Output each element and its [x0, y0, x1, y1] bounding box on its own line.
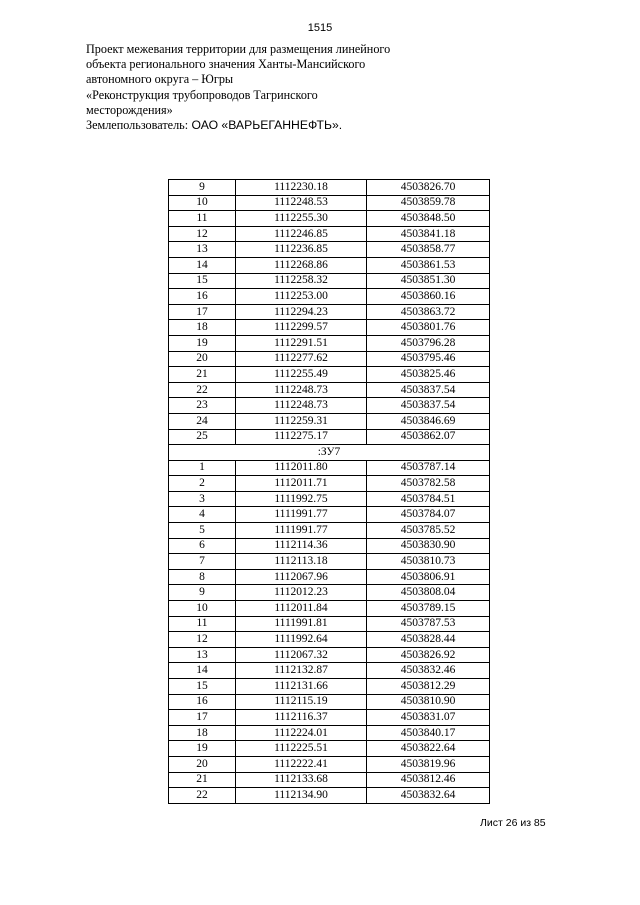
table-row [169, 523, 490, 539]
table-row [169, 273, 490, 289]
x-coordinate-cell: 1112113.18 [236, 554, 367, 570]
x-coordinate-cell: 1112299.57 [236, 320, 367, 336]
point-number-cell: 16 [169, 694, 236, 710]
point-number-cell: 10 [169, 601, 236, 617]
x-coordinate-cell: 1112248.73 [236, 398, 367, 414]
table-row [169, 756, 490, 772]
table-row [169, 257, 490, 273]
point-number-cell: 15 [169, 273, 236, 289]
point-number-cell: 10 [169, 195, 236, 211]
table-row [169, 413, 490, 429]
x-coordinate-cell: 1112067.32 [236, 647, 367, 663]
table-row [169, 429, 490, 445]
x-coordinate-cell: 1112011.80 [236, 460, 367, 476]
y-coordinate-cell: 4503812.29 [367, 679, 490, 695]
table-row [169, 725, 490, 741]
x-coordinate-cell: 1111991.81 [236, 616, 367, 632]
x-coordinate-cell: 1112248.53 [236, 195, 367, 211]
y-coordinate-cell: 4503848.50 [367, 211, 490, 227]
table-row [169, 741, 490, 757]
point-number-cell: 18 [169, 725, 236, 741]
y-coordinate-cell: 4503830.90 [367, 538, 490, 554]
table-row [169, 538, 490, 554]
x-coordinate-cell: 1111992.64 [236, 632, 367, 648]
point-number-cell: 5 [169, 523, 236, 539]
table-row [169, 647, 490, 663]
point-number-cell: 22 [169, 788, 236, 804]
table-row [169, 351, 490, 367]
table-row [169, 367, 490, 383]
x-coordinate-cell: 1112132.87 [236, 663, 367, 679]
y-coordinate-cell: 4503822.64 [367, 741, 490, 757]
point-number-cell: 1 [169, 460, 236, 476]
x-coordinate-cell: 1112253.00 [236, 289, 367, 305]
y-coordinate-cell: 4503837.54 [367, 398, 490, 414]
table-section-row [169, 445, 490, 461]
point-number-cell: 16 [169, 289, 236, 305]
point-number-cell: 11 [169, 211, 236, 227]
point-number-cell: 6 [169, 538, 236, 554]
point-number-cell: 2 [169, 476, 236, 492]
point-number-cell: 24 [169, 413, 236, 429]
point-number-cell: 9 [169, 180, 236, 196]
point-number-cell: 20 [169, 351, 236, 367]
point-number-cell: 11 [169, 616, 236, 632]
table-row [169, 460, 490, 476]
table-row [169, 601, 490, 617]
table-row [169, 554, 490, 570]
y-coordinate-cell: 4503831.07 [367, 710, 490, 726]
y-coordinate-cell: 4503832.46 [367, 663, 490, 679]
x-coordinate-cell: 1112067.96 [236, 569, 367, 585]
table-row [169, 195, 490, 211]
table-row [169, 476, 490, 492]
land-user-label: Землепользователь: [86, 118, 189, 133]
y-coordinate-cell: 4503782.58 [367, 476, 490, 492]
header-line-3: автономного округа – Югры [86, 72, 234, 87]
x-coordinate-cell: 1112222.41 [236, 756, 367, 772]
page-number: 1515 [307, 22, 333, 34]
point-number-cell: 25 [169, 429, 236, 445]
x-coordinate-cell: 1112133.68 [236, 772, 367, 788]
x-coordinate-cell: 1112230.18 [236, 180, 367, 196]
point-number-cell: 4 [169, 507, 236, 523]
document-header [86, 42, 506, 133]
x-coordinate-cell: 1112255.30 [236, 211, 367, 227]
y-coordinate-cell: 4503837.54 [367, 382, 490, 398]
x-coordinate-cell: 1112224.01 [236, 725, 367, 741]
x-coordinate-cell: 1112236.85 [236, 242, 367, 258]
table-row [169, 242, 490, 258]
point-number-cell: 13 [169, 647, 236, 663]
x-coordinate-cell: 1112294.23 [236, 304, 367, 320]
x-coordinate-cell: 1112268.86 [236, 257, 367, 273]
coordinates-table [168, 179, 490, 804]
table-row [169, 694, 490, 710]
y-coordinate-cell: 4503785.52 [367, 523, 490, 539]
y-coordinate-cell: 4503863.72 [367, 304, 490, 320]
y-coordinate-cell: 4503846.69 [367, 413, 490, 429]
point-number-cell: 20 [169, 756, 236, 772]
point-number-cell: 14 [169, 663, 236, 679]
x-coordinate-cell: 1111991.77 [236, 507, 367, 523]
y-coordinate-cell: 4503795.46 [367, 351, 490, 367]
x-coordinate-cell: 1112134.90 [236, 788, 367, 804]
table-row [169, 616, 490, 632]
point-number-cell: 7 [169, 554, 236, 570]
y-coordinate-cell: 4503858.77 [367, 242, 490, 258]
point-number-cell: 21 [169, 772, 236, 788]
header-line-1: Проект межевания территории для размещения линейного [86, 42, 391, 56]
table-row [169, 335, 490, 351]
table-row [169, 320, 490, 336]
table-row [169, 585, 490, 601]
y-coordinate-cell: 4503784.07 [367, 507, 490, 523]
y-coordinate-cell: 4503796.28 [367, 335, 490, 351]
y-coordinate-cell: 4503812.46 [367, 772, 490, 788]
point-number-cell: 22 [169, 382, 236, 398]
sheet-number: Лист 26 из 85 [480, 817, 546, 829]
y-coordinate-cell: 4503784.51 [367, 491, 490, 507]
y-coordinate-cell: 4503840.17 [367, 725, 490, 741]
x-coordinate-cell: 1112259.31 [236, 413, 367, 429]
table-row [169, 491, 490, 507]
x-coordinate-cell: 1112277.62 [236, 351, 367, 367]
point-number-cell: 23 [169, 398, 236, 414]
y-coordinate-cell: 4503861.53 [367, 257, 490, 273]
y-coordinate-cell: 4503819.96 [367, 756, 490, 772]
point-number-cell: 12 [169, 226, 236, 242]
y-coordinate-cell: 4503860.16 [367, 289, 490, 305]
header-line-5: месторождения» [86, 102, 173, 117]
y-coordinate-cell: 4503832.64 [367, 788, 490, 804]
x-coordinate-cell: 1112275.17 [236, 429, 367, 445]
x-coordinate-cell: 1112246.85 [236, 226, 367, 242]
x-coordinate-cell: 1112012.23 [236, 585, 367, 601]
x-coordinate-cell: 1112291.51 [236, 335, 367, 351]
table-row [169, 289, 490, 305]
table-row [169, 211, 490, 227]
x-coordinate-cell: 1112114.36 [236, 538, 367, 554]
y-coordinate-cell: 4503825.46 [367, 367, 490, 383]
table-row [169, 632, 490, 648]
x-coordinate-cell: 1112131.66 [236, 679, 367, 695]
table-row [169, 679, 490, 695]
table-row [169, 180, 490, 196]
y-coordinate-cell: 4503810.90 [367, 694, 490, 710]
x-coordinate-cell: 1112225.51 [236, 741, 367, 757]
y-coordinate-cell: 4503810.73 [367, 554, 490, 570]
y-coordinate-cell: 4503841.18 [367, 226, 490, 242]
x-coordinate-cell: 1112011.84 [236, 601, 367, 617]
point-number-cell: 17 [169, 710, 236, 726]
point-number-cell: 19 [169, 741, 236, 757]
y-coordinate-cell: 4503808.04 [367, 585, 490, 601]
table-row [169, 304, 490, 320]
x-coordinate-cell: 1112258.32 [236, 273, 367, 289]
x-coordinate-cell: 1111992.75 [236, 491, 367, 507]
table-row [169, 663, 490, 679]
x-coordinate-cell: 1112011.71 [236, 476, 367, 492]
table-row [169, 710, 490, 726]
table-row [169, 382, 490, 398]
point-number-cell: 21 [169, 367, 236, 383]
x-coordinate-cell: 1112248.73 [236, 382, 367, 398]
land-user-value: ОАО «ВАРЬЕГАННЕФТЬ». [188, 118, 343, 133]
y-coordinate-cell: 4503828.44 [367, 632, 490, 648]
y-coordinate-cell: 4503801.76 [367, 320, 490, 336]
point-number-cell: 8 [169, 569, 236, 585]
x-coordinate-cell: 1112255.49 [236, 367, 367, 383]
section-label: :ЗУ7 [169, 445, 490, 461]
table-row [169, 226, 490, 242]
x-coordinate-cell: 1112116.37 [236, 710, 367, 726]
y-coordinate-cell: 4503862.07 [367, 429, 490, 445]
land-user-line [86, 118, 506, 133]
point-number-cell: 13 [169, 242, 236, 258]
y-coordinate-cell: 4503851.30 [367, 273, 490, 289]
point-number-cell: 18 [169, 320, 236, 336]
y-coordinate-cell: 4503806.91 [367, 569, 490, 585]
point-number-cell: 3 [169, 491, 236, 507]
table-row [169, 398, 490, 414]
table-row [169, 507, 490, 523]
header-line-2: объекта регионального значения Ханты-Мансийского [86, 57, 366, 72]
y-coordinate-cell: 4503859.78 [367, 195, 490, 211]
y-coordinate-cell: 4503826.92 [367, 647, 490, 663]
table-row [169, 569, 490, 585]
header-line-4: «Реконструкция трубопроводов Тагринского [86, 87, 318, 102]
x-coordinate-cell: 1111991.77 [236, 523, 367, 539]
table-row [169, 788, 490, 804]
y-coordinate-cell: 4503826.70 [367, 180, 490, 196]
table-row [169, 772, 490, 788]
point-number-cell: 12 [169, 632, 236, 648]
point-number-cell: 14 [169, 257, 236, 273]
y-coordinate-cell: 4503787.14 [367, 460, 490, 476]
y-coordinate-cell: 4503787.53 [367, 616, 490, 632]
y-coordinate-cell: 4503789.15 [367, 601, 490, 617]
point-number-cell: 19 [169, 335, 236, 351]
point-number-cell: 17 [169, 304, 236, 320]
point-number-cell: 9 [169, 585, 236, 601]
point-number-cell: 15 [169, 679, 236, 695]
coordinates-table-body [169, 180, 490, 804]
x-coordinate-cell: 1112115.19 [236, 694, 367, 710]
